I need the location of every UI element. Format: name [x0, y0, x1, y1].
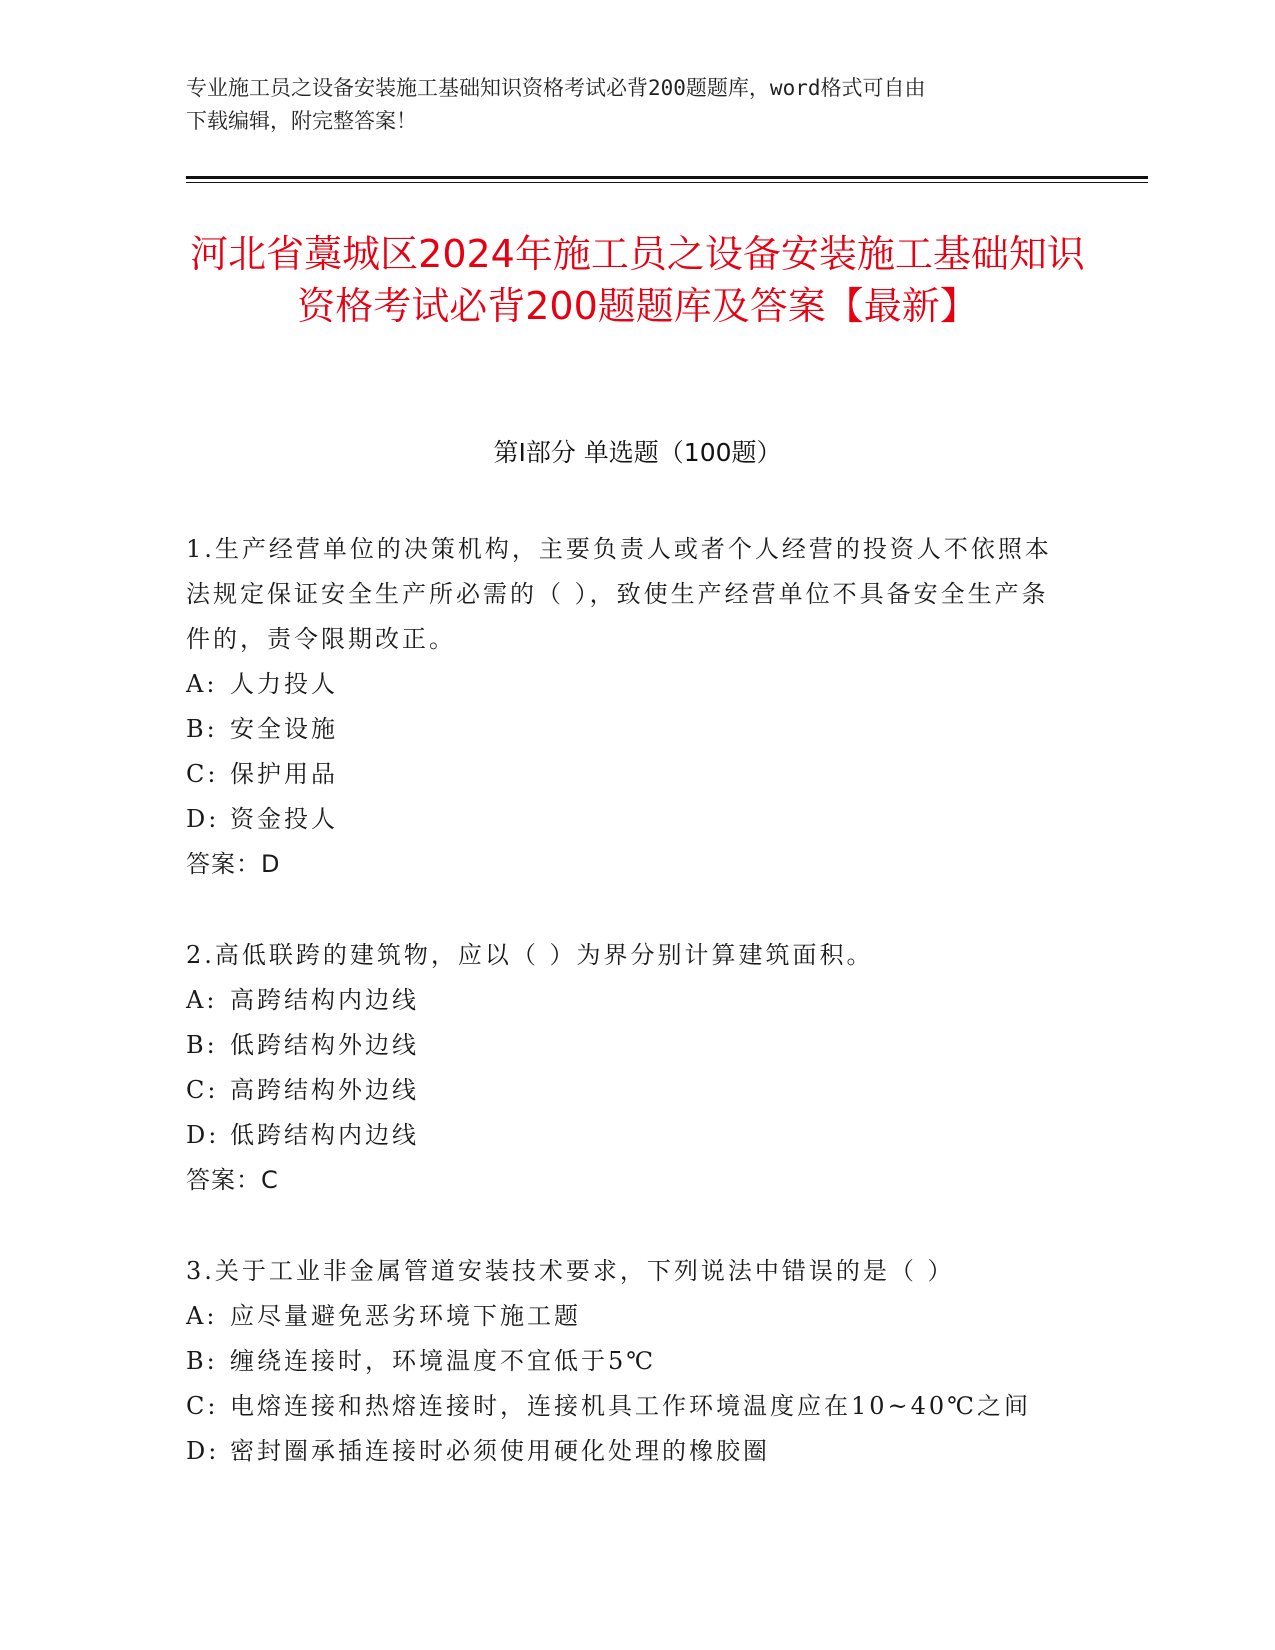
option-text: 应尽量避免恶劣环境下施工题	[230, 1302, 581, 1330]
document-title: 河北省藁城区2024年施工员之设备安装施工基础知识资格考试必背200题题库及答案【最新】	[190, 232, 1085, 328]
option-key: A:	[186, 986, 218, 1014]
question-3	[186, 1249, 1066, 1474]
question-stem: 1.生产经营单位的决策机构，主要负责人或者个人经营的投资人不依照本法规定保证安全生产所必需的（ ），致使生产经营单位不具备安全生产条件的，责令限期改正。	[186, 535, 1052, 653]
option-b	[186, 707, 1066, 752]
section-heading: 第I部分 单选题（100题）	[493, 438, 782, 467]
option-key: B:	[186, 715, 218, 743]
option-text: 人力投人	[230, 670, 338, 698]
question-2	[186, 933, 1066, 1203]
option-key: B:	[186, 1031, 218, 1059]
option-key: A:	[186, 1302, 218, 1330]
option-text: 高跨结构外边线	[230, 1076, 419, 1104]
option-key: D:	[186, 805, 220, 833]
option-a	[186, 662, 1066, 707]
option-b	[186, 1339, 1066, 1384]
option-key: B:	[186, 1347, 218, 1375]
option-d	[186, 797, 1066, 842]
option-key: C:	[186, 1076, 219, 1104]
header-rule-thin	[186, 182, 1148, 183]
option-a	[186, 1294, 1066, 1339]
header-rule-thick	[186, 176, 1148, 179]
option-a	[186, 978, 1066, 1023]
header-note: 专业施工员之设备安装施工基础知识资格考试必背200题题库，word格式可自由 下载编辑，附完整答案！	[186, 76, 926, 133]
answer-line: 答案：C	[186, 1166, 279, 1194]
question-stem: 3.关于工业非金属管道安装技术要求，下列说法中错误的是（ ）	[186, 1257, 955, 1285]
option-key: D:	[186, 1121, 220, 1149]
question-1	[186, 527, 1066, 887]
option-key: A:	[186, 670, 218, 698]
answer-line: 答案：D	[186, 850, 281, 878]
option-key: C:	[186, 760, 219, 788]
option-key: D:	[186, 1437, 220, 1465]
option-key: C:	[186, 1392, 219, 1420]
option-text: 缠绕连接时，环境温度不宜低于5℃	[230, 1347, 657, 1375]
option-d	[186, 1429, 1066, 1474]
option-b	[186, 1023, 1066, 1068]
option-text: 密封圈承插连接时必须使用硬化处理的橡胶圈	[230, 1437, 770, 1465]
option-c	[186, 1384, 1066, 1429]
option-text: 低跨结构内边线	[230, 1121, 419, 1149]
option-c	[186, 1068, 1066, 1113]
option-text: 资金投人	[230, 805, 338, 833]
option-text: 安全设施	[230, 715, 338, 743]
option-text: 电熔连接和热熔连接时，连接机具工作环境温度应在10~40℃之间	[230, 1392, 1032, 1420]
option-text: 低跨结构外边线	[230, 1031, 419, 1059]
option-c	[186, 752, 1066, 797]
option-text: 保护用品	[230, 760, 338, 788]
option-text: 高跨结构内边线	[230, 986, 419, 1014]
question-list	[186, 527, 1066, 1520]
question-stem: 2.高低联跨的建筑物，应以（ ）为界分别计算建筑面积。	[186, 941, 874, 969]
option-d	[186, 1113, 1066, 1158]
